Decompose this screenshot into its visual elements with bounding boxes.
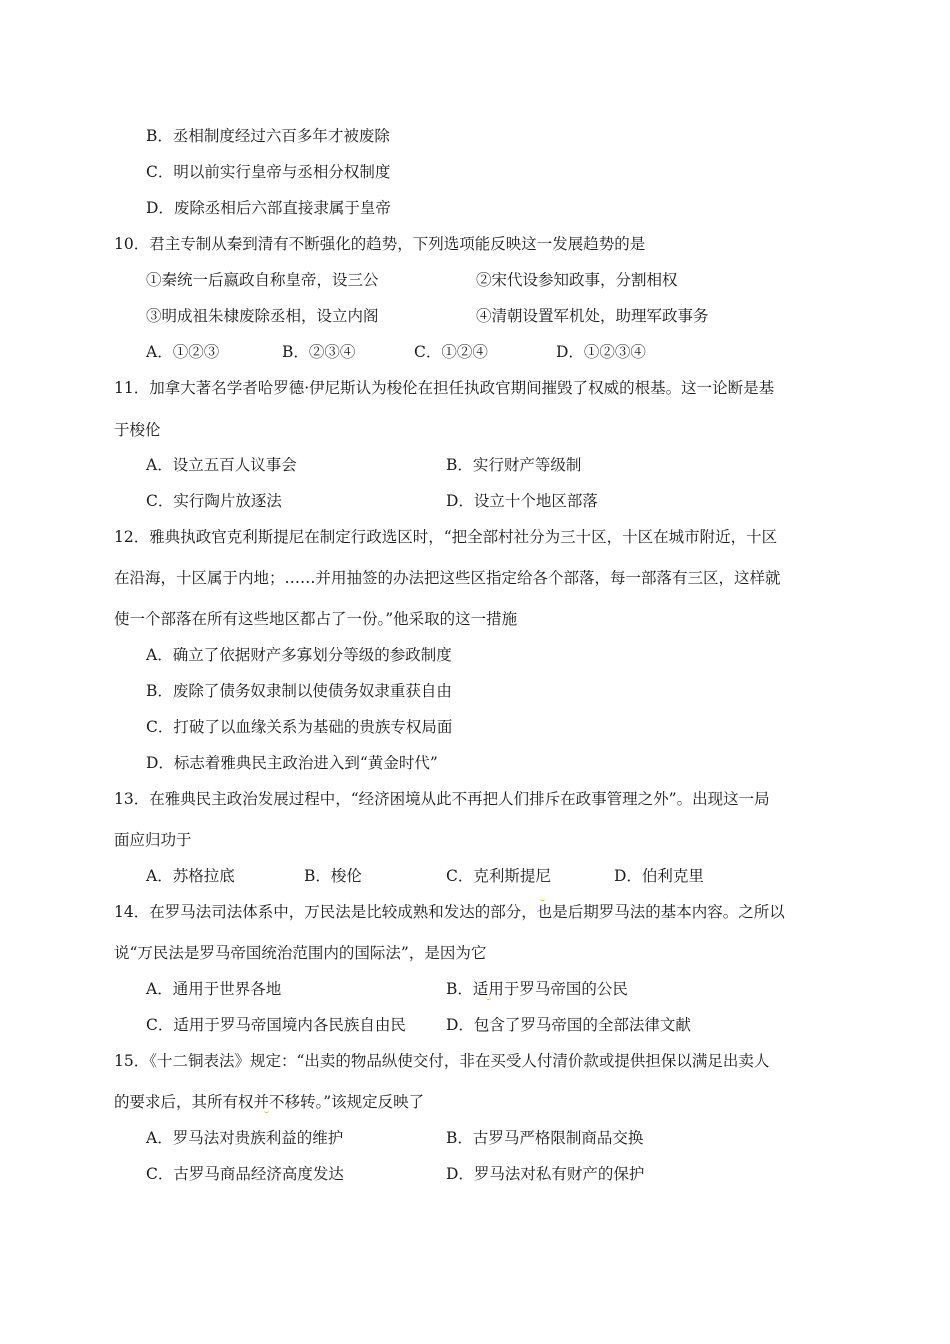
q12-option-a: A．确立了依据财产多寡划分等级的参政制度	[146, 646, 452, 664]
q12-stem-line1: 12．雅典执政官克利斯提尼在制定行政选区时，“把全部村社分为三十区，十区在城市附近，十区	[114, 528, 778, 546]
q15-option-b: B．古罗马严格限制商品交换	[446, 1129, 644, 1147]
q10-option-d: D．①②③④	[556, 343, 646, 361]
q11-option-b: B．实行财产等级制	[446, 456, 582, 474]
q10-option-a: A．①②③	[146, 343, 220, 361]
scan-mark	[264, 1108, 269, 1113]
q12-stem-line2: 在沿海，十区属于内地；……并用抽签的办法把这些区指定给各个部落，每一部落有三区，这样就	[114, 569, 781, 587]
q13-option-c: C．克利斯提尼	[446, 867, 551, 885]
q14-option-a: A．通用于世界各地	[146, 980, 282, 998]
q15-stem-line2: 的要求后，其所有权并不移转。”该规定反映了	[114, 1093, 425, 1111]
q11-option-a: A．设立五百人议事会	[146, 456, 297, 474]
q9-option-d: D．废除丞相后六部直接隶属于皇帝	[146, 199, 391, 217]
q10-option-c: C．①②④	[414, 343, 488, 361]
q14-option-b: B．适用于罗马帝国的公民	[446, 980, 628, 998]
q11-stem-line1: 11．加拿大著名学者哈罗德·伊尼斯认为梭伦在担任执政官期间摧毁了权威的根基。这一论断是基	[114, 379, 775, 397]
scan-mark	[486, 995, 491, 1000]
q13-option-d: D．伯利克里	[614, 867, 704, 885]
q9-option-c: C．明以前实行皇帝与丞相分权制度	[146, 163, 391, 181]
q12-stem-line3: 使一个部落在所有这些地区都占了一份。”他采取的这一措施	[114, 610, 518, 628]
q10-item-3: ③明成祖朱棣废除丞相，设立内阁	[146, 307, 379, 325]
q12-option-b: B．废除了债务奴隶制以使债务奴隶重获自由	[146, 682, 452, 700]
q13-option-b: B．梭伦	[304, 867, 362, 885]
q15-option-a: A．罗马法对贵族利益的维护	[146, 1129, 344, 1147]
q10-item-1: ①秦统一后嬴政自称皇帝，设三公	[146, 271, 379, 289]
q10-item-4: ④清朝设置军机处，助理军政事务	[476, 307, 709, 325]
q12-option-d: D．标志着雅典民主政治进入到“黄金时代”	[146, 754, 438, 772]
q11-option-c: C．实行陶片放逐法	[146, 492, 282, 510]
q9-option-b: B．丞相制度经过六百多年才被废除	[146, 127, 390, 145]
q10-stem: 10．君主专制从秦到清有不断强化的趋势，下列选项能反映这一发展趋势的是	[114, 235, 646, 253]
q10-option-b: B．②③④	[282, 343, 356, 361]
q12-option-c: C．打破了以血缘关系为基础的贵族专权局面	[146, 718, 453, 736]
q11-option-d: D．设立十个地区部落	[446, 492, 598, 510]
q13-stem-line1: 13．在雅典民主政治发展过程中，“经济困境从此不再把人们排斥在政事管理之外”。出现这一局	[114, 790, 770, 808]
q14-option-c: C．适用于罗马帝国境内各民族自由民	[146, 1016, 406, 1034]
q14-stem-line1: 14．在罗马法司法体系中，万民法是比较成熟和发达的部分，也是后期罗马法的基本内容。之所以	[114, 903, 785, 921]
q10-item-2: ②宋代设参知政事，分割相权	[476, 271, 678, 289]
q15-option-c: C．古罗马商品经济高度发达	[146, 1165, 344, 1183]
q13-option-a: A．苏格拉底	[146, 867, 235, 885]
q14-stem-line2: 说“万民法是罗马帝国统治范围内的国际法”，是因为它	[114, 944, 487, 962]
q15-stem-line1: 15．《十二铜表法》规定：“出卖的物品纵使交付，非在买受人付清价款或提供担保以满足出卖人	[114, 1052, 770, 1070]
q11-stem-line2: 于梭伦	[114, 421, 161, 439]
scan-mark	[540, 896, 545, 901]
q13-stem-line2: 面应归功于	[114, 831, 192, 849]
q15-option-d: D．罗马法对私有财产的保护	[446, 1165, 645, 1183]
q14-option-d: D．包含了罗马帝国的全部法律文献	[446, 1016, 691, 1034]
